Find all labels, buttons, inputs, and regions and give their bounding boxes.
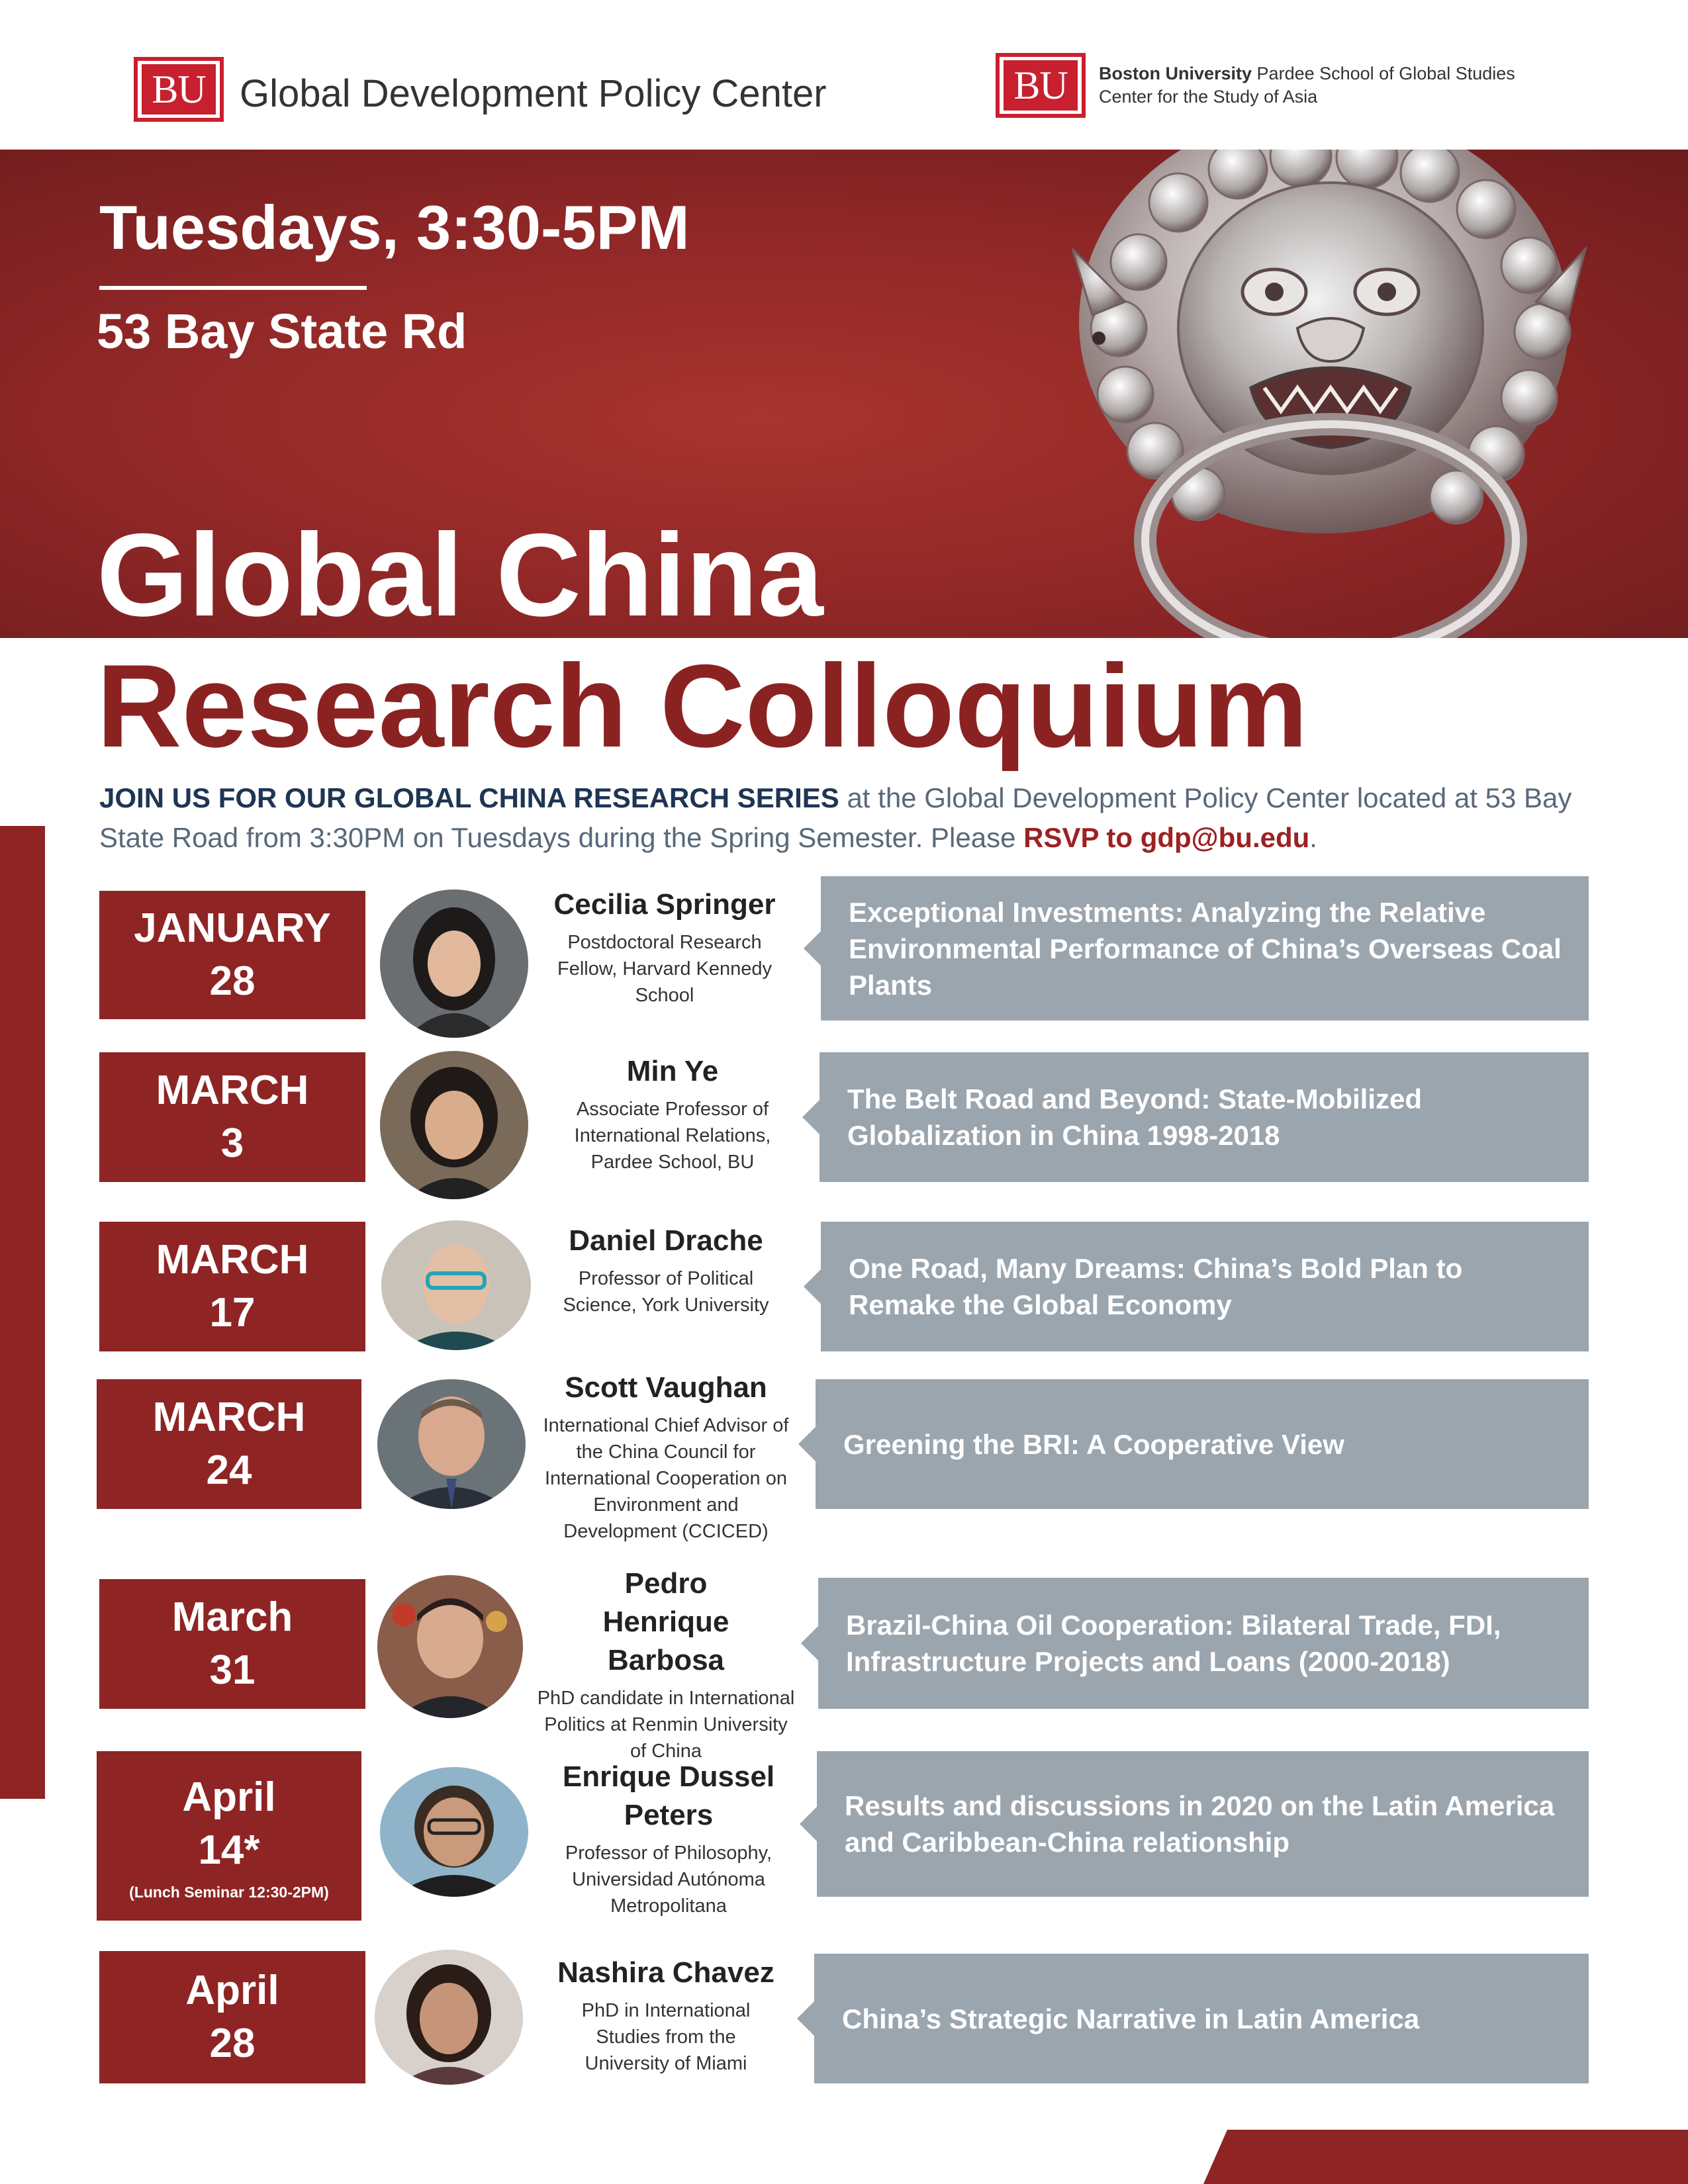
speaker-name: Min Ye (626, 1055, 719, 1087)
bu-logo-right-text: BU (1004, 60, 1078, 111)
speaker-info-7 (530, 1954, 802, 2077)
topic-text: China’s Strategic Narrative in Latin America (842, 2003, 1420, 2034)
speaker-name: Scott Vaughan (565, 1371, 767, 1404)
event-date-5 (99, 1579, 365, 1709)
speaker-role: PhD in International Studies from the University of Miami (581, 2000, 751, 2074)
event-date-1 (99, 891, 365, 1019)
speaker-photo-5 (377, 1575, 523, 1718)
event-location: 53 Bay State Rd (97, 304, 467, 359)
portrait-avatar-icon (380, 889, 528, 1038)
speaker-info-3 (534, 1222, 798, 1318)
event-topic-3 (821, 1222, 1589, 1351)
topic-text: The Belt Road and Beyond: State-Mobilized Globalization in China 1998-2018 (847, 1083, 1423, 1151)
portrait-avatar-icon (375, 1950, 523, 2085)
speaker-role: Professor of Political Science, York University (563, 1268, 769, 1316)
event-topic-4 (816, 1379, 1589, 1509)
event-month: April (185, 1968, 279, 2013)
speaker-photo-1 (380, 889, 528, 1038)
event-date-2 (99, 1052, 365, 1182)
intro-end: . (1309, 822, 1317, 853)
topic-text: Exceptional Investments: Analyzing the Relative Environmental Performance of China’s Overseas Coal Plants (849, 896, 1562, 1001)
event-month: March (171, 1594, 293, 1640)
intro-body: at the Global Development Policy Center located at 53 Bay State Road from 3:30PM on Tuesdays during the Spring Semester. Please (99, 782, 1572, 853)
event-topic-6 (817, 1751, 1589, 1897)
intro-paragraph (99, 778, 1582, 858)
center-study-asia-label: Center for the Study of Asia (1099, 87, 1318, 107)
speaker-name: Nashira Chavez (557, 1956, 774, 1989)
event-month: MARCH (152, 1394, 306, 1440)
event-day: 3 (220, 1120, 244, 1166)
speaker-role: Associate Professor of International Relations, Pardee School, BU (574, 1099, 771, 1173)
speaker-role: Postdoctoral Research Fellow, Harvard Kennedy School (557, 932, 772, 1006)
boston-university-label: Boston University (1099, 64, 1252, 83)
portrait-avatar-icon (380, 1767, 528, 1897)
event-topic-1 (821, 876, 1589, 1021)
speaker-info-1 (527, 886, 802, 1009)
speaker-name: Enrique Dussel Peters (562, 1760, 775, 1831)
title-line-1: Global China (97, 509, 823, 641)
speaker-name: Cecilia Springer (553, 888, 776, 921)
portrait-avatar-icon (377, 1379, 526, 1509)
bu-logo-right (996, 53, 1086, 118)
bottom-accent-bar (1203, 2130, 1688, 2184)
topic-text: Results and discussions in 2020 on the Latin America and Caribbean-China relationship (845, 1790, 1555, 1858)
speaker-role: PhD candidate in International Politics at Renmin University of China (537, 1688, 795, 1762)
event-day: 28 (209, 2021, 256, 2066)
event-topic-7 (814, 1954, 1589, 2083)
bu-logo-left-text: BU (142, 64, 216, 114)
event-topic-2 (820, 1052, 1589, 1182)
pardee-school-label: Pardee School of Global Studies (1252, 64, 1515, 83)
event-note: (Lunch Seminar 12:30-2PM) (129, 1883, 329, 1901)
event-day: 24 (206, 1447, 252, 1493)
portrait-avatar-icon (381, 1220, 531, 1350)
title-line-2: Research Colloquium (97, 640, 1308, 772)
rsvp-link[interactable]: RSVP to gdp@bu.edu (1023, 822, 1310, 853)
event-month: MARCH (156, 1068, 309, 1113)
event-topic-5 (818, 1578, 1589, 1709)
portrait-avatar-icon (380, 1051, 528, 1199)
event-time: Tuesdays, 3:30-5PM (99, 193, 690, 262)
speaker-name: Daniel Drache (569, 1224, 763, 1257)
speaker-role: International Chief Advisor of the China Council for International Cooperation on Environment and Development (CCICED) (543, 1415, 789, 1542)
event-month: JANUARY (134, 905, 331, 951)
event-day: 17 (209, 1290, 256, 1336)
speaker-photo-3 (381, 1220, 531, 1350)
event-day: 28 (209, 958, 256, 1004)
topic-text: One Road, Many Dreams: China’s Bold Plan to Remake the Global Economy (849, 1253, 1463, 1320)
speaker-name: Pedro Henrique Barbosa (602, 1567, 729, 1676)
event-month: MARCH (156, 1237, 309, 1283)
speaker-photo-4 (377, 1379, 526, 1509)
portrait-avatar-icon (377, 1575, 523, 1718)
speaker-photo-2 (380, 1051, 528, 1199)
speaker-info-2 (540, 1052, 805, 1175)
hero-divider (99, 286, 367, 290)
speaker-info-4 (534, 1369, 798, 1545)
speaker-photo-6 (380, 1767, 528, 1897)
topic-text: Greening the BRI: A Cooperative View (843, 1428, 1344, 1460)
topic-text: Brazil-China Oil Cooperation: Bilateral Trade, FDI, Infrastructure Projects and Loans (2000-2018) (846, 1610, 1501, 1677)
event-date-3 (99, 1222, 365, 1351)
speaker-photo-7 (375, 1950, 523, 2085)
speaker-info-5 (530, 1565, 802, 1764)
event-date-6 (97, 1751, 361, 1921)
intro-lead: JOIN US FOR OUR GLOBAL CHINA RESEARCH SERIES (99, 782, 839, 813)
event-date-7 (99, 1951, 365, 2083)
event-day: 14* (198, 1827, 260, 1873)
left-accent-bar (0, 826, 45, 1799)
gdp-center-title: Global Development Policy Center (240, 72, 827, 115)
pardee-school-title (1099, 64, 1515, 107)
speaker-role: Professor of Philosophy, Universidad Autónoma Metropolitana (565, 1843, 773, 1917)
event-day: 31 (209, 1647, 256, 1693)
event-date-4 (97, 1379, 361, 1509)
speaker-info-6 (532, 1758, 805, 1919)
event-month: April (182, 1774, 276, 1820)
bu-logo-left (134, 57, 224, 122)
